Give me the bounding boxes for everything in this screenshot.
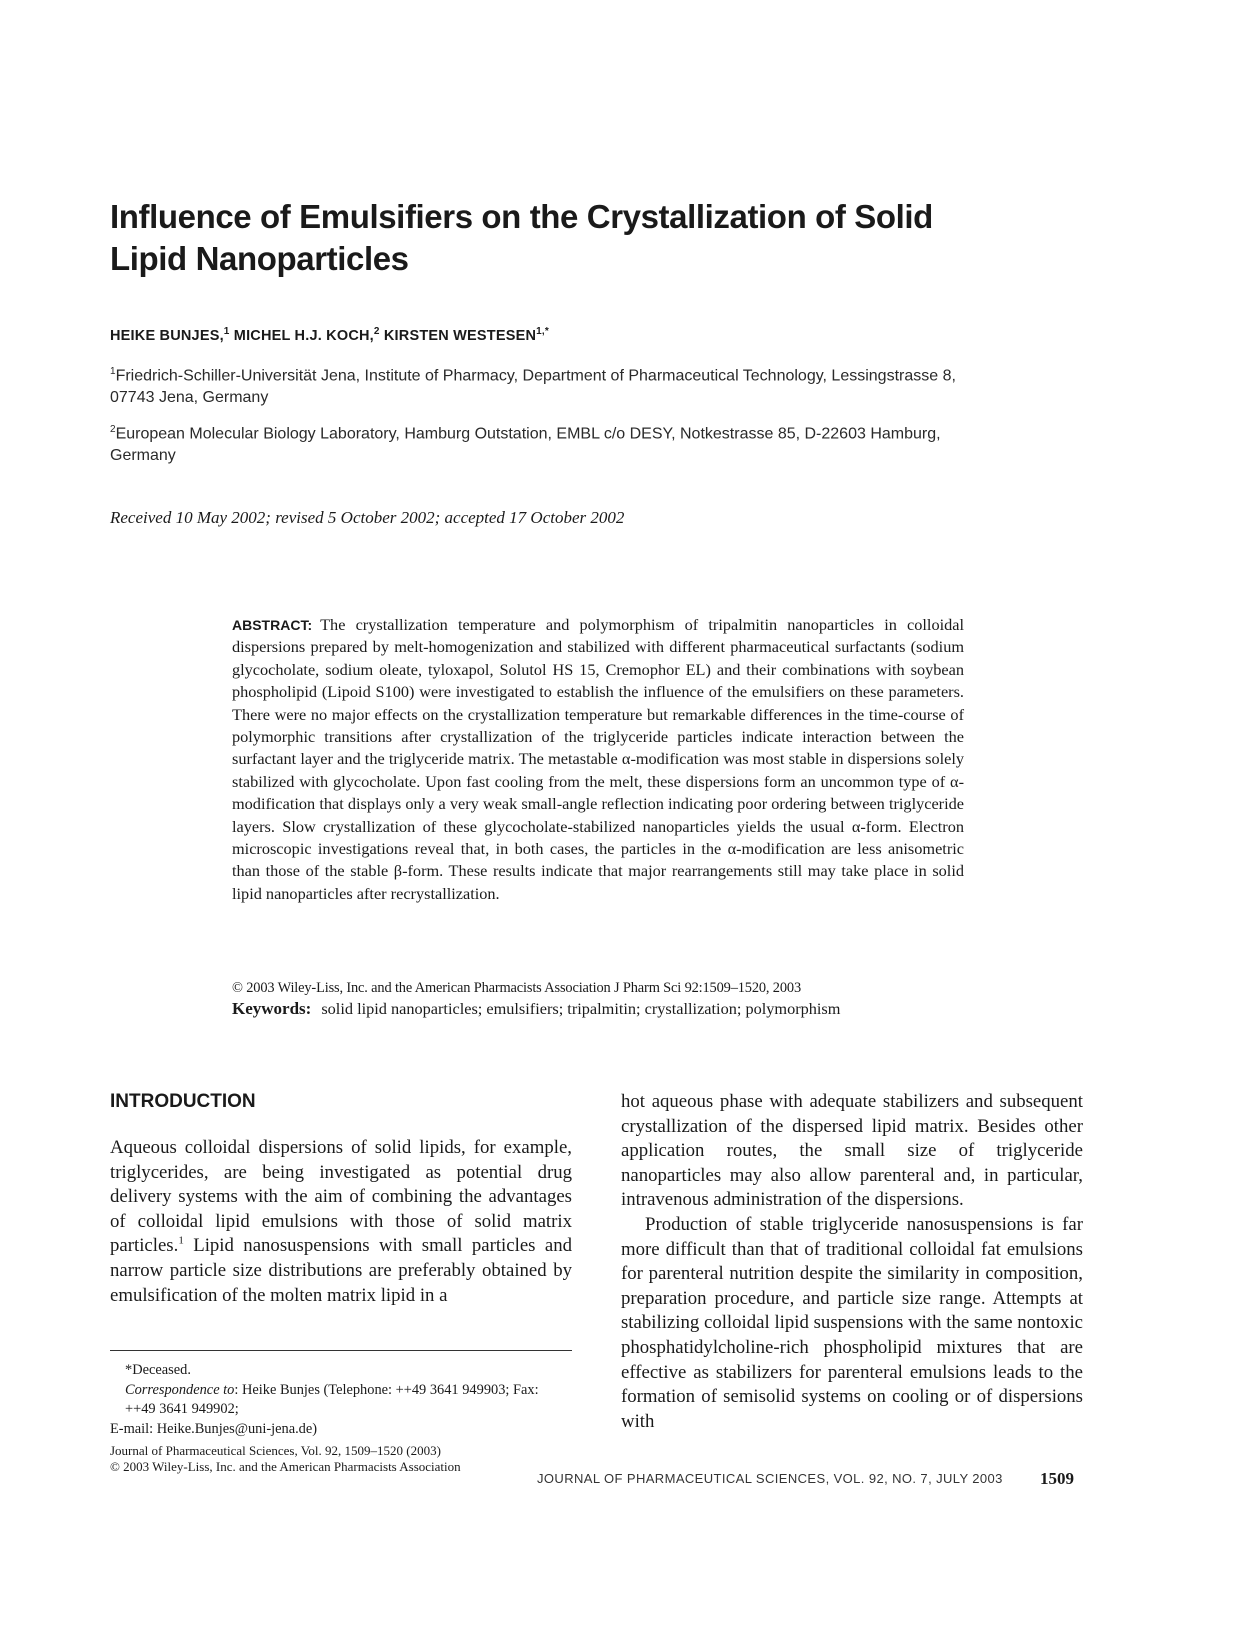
body-text: Aqueous colloidal dispersions of solid lipids, for example, triglycerides, are being investigated as potential drug delivery systems with the aim of combining the advantages of colloidal lipid emulsions with those of solid matrix particles. <box>110 1137 572 1257</box>
abstract <box>232 614 964 905</box>
author-name: MICHEL H.J. KOCH, <box>233 327 374 344</box>
body-text: Lipid nanosuspensions with small particles and narrow particle size distributions are preferably obtained by emulsification of the molten matrix lipid in a <box>110 1235 572 1306</box>
keywords-label: Keywords: <box>232 999 312 1018</box>
affiliation-marker: 1 <box>110 366 116 377</box>
author-list <box>110 326 549 344</box>
affiliation-text: European Molecular Biology Laboratory, Hamburg Outstation, EMBL c/o DESY, Notkestrasse 85, D-22603 Hamburg, Germany <box>110 425 941 465</box>
article-title: Influence of Emulsifiers on the Crystallization of Solid Lipid Nanoparticles <box>110 198 933 277</box>
author-name: HEIKE BUNJES, <box>110 327 224 344</box>
body-paragraph: hot aqueous phase with adequate stabilizers and subsequent crystallization of the dispersed lipid matrix. Besides other application routes, the small size of triglyceride nanoparticles may also allow parenteral and, in particular, intravenous administration of the dispersions. <box>621 1091 1083 1211</box>
journal-citation <box>110 1443 580 1475</box>
abstract-text: The crystallization temperature and polymorphism of tripalmitin nanoparticles in colloidal dispersions prepared by melt-homogenization and stabilized with different pharmaceutical surfactants (sodium glycocholate, sodium oleate, tyloxapol, Solutol HS 15, Cremophor EL) and their combinations with soybean phospholipid (Lipoid S100) were investigated to establish the influence of the emulsifiers on these parameters. There were no major effects on the crystallization temperature but remarkable differences in the time-course of polymorphic transitions after crystallization of the triglyceride particles indicate interaction between the surfactant layer and the triglyceride matrix. The metastable α-modification was most stable in dispersions solely stabilized with glycocholate. Upon fast cooling from the melt, these dispersions form an uncommon type of α-modification that displays only a very weak small-angle reflection indicating poor ordering between triglyceride layers. Slow crystallization of these glycocholate-stabilized nanoparticles yields the usual α-form. Electron microscopic investigations reveal that, in both cases, the particles in the α-modification are less anisometric than those of the stable β-form. These results indicate that major rearrangements still may take place in solid lipid nanoparticles after recrystallization. <box>232 615 964 903</box>
affiliation <box>110 419 970 467</box>
affiliation-text: Friedrich-Schiller-Universität Jena, Institute of Pharmacy, Department of Pharmaceutical Technology, Lessingstrasse 8, 07743 Jena, Germany <box>110 367 956 407</box>
correspondence-label: Correspondence to <box>125 1381 235 1398</box>
footnote-email: E-mail: Heike.Bunjes@uni-jena.de) <box>110 1420 318 1437</box>
correspondence-text: : Heike Bunjes (Telephone: ++49 3641 949903; Fax: ++49 3641 949902; <box>125 1381 539 1417</box>
right-column <box>621 1090 1083 1434</box>
abstract-copyright: © 2003 Wiley-Liss, Inc. and the American Pharmacists Association J Pharm Sci 92:1509–1520, 2003 <box>232 980 801 996</box>
reference-marker[interactable]: 1 <box>178 1235 184 1248</box>
author-affil-marker: 2 <box>373 326 380 337</box>
abstract-label: ABSTRACT: <box>232 617 313 633</box>
author-affil-marker: 1 <box>223 326 230 337</box>
body-paragraph <box>110 1136 572 1308</box>
keywords <box>232 998 964 1020</box>
footnote-correspondence <box>110 1381 572 1420</box>
journal-copyright: © 2003 Wiley-Liss, Inc. and the American Pharmacists Association <box>110 1459 461 1474</box>
page-number: 1509 <box>1040 1469 1074 1488</box>
footnote-deceased: *Deceased. <box>125 1362 191 1378</box>
section-heading: INTRODUCTION <box>110 1091 256 1112</box>
running-footer: JOURNAL OF PHARMACEUTICAL SCIENCES, VOL. 92, NO. 7, JULY 2003 <box>537 1471 1003 1486</box>
affiliation <box>110 361 970 409</box>
footnotes <box>110 1361 572 1439</box>
author-name: KIRSTEN WESTESEN <box>383 327 537 344</box>
keywords-text: solid lipid nanoparticles; emulsifiers; tripalmitin; crystallization; polymorphism <box>321 999 841 1018</box>
body-paragraph: Production of stable triglyceride nanosuspensions is far more difficult than that of traditional colloidal fat emulsions for parenteral nutrition despite the similarity in composition, preparation procedure, and particle size range. Attempts at stabilizing colloidal lipid suspensions with the same nontoxic phosphatidylcholine-rich phospholipid mixtures that are effective as stabilizers for parenteral emulsions leads to the formation of semisolid systems on cooling or of dispersions with <box>621 1213 1083 1432</box>
author-affil-marker: 1,* <box>536 326 549 337</box>
journal-line: Journal of Pharmaceutical Sciences, Vol. 92, 1509–1520 (2003) <box>110 1443 441 1458</box>
affiliation-marker: 2 <box>110 424 116 435</box>
footnote-divider <box>110 1350 572 1351</box>
received-dates: Received 10 May 2002; revised 5 October 2002; accepted 17 October 2002 <box>110 508 625 527</box>
